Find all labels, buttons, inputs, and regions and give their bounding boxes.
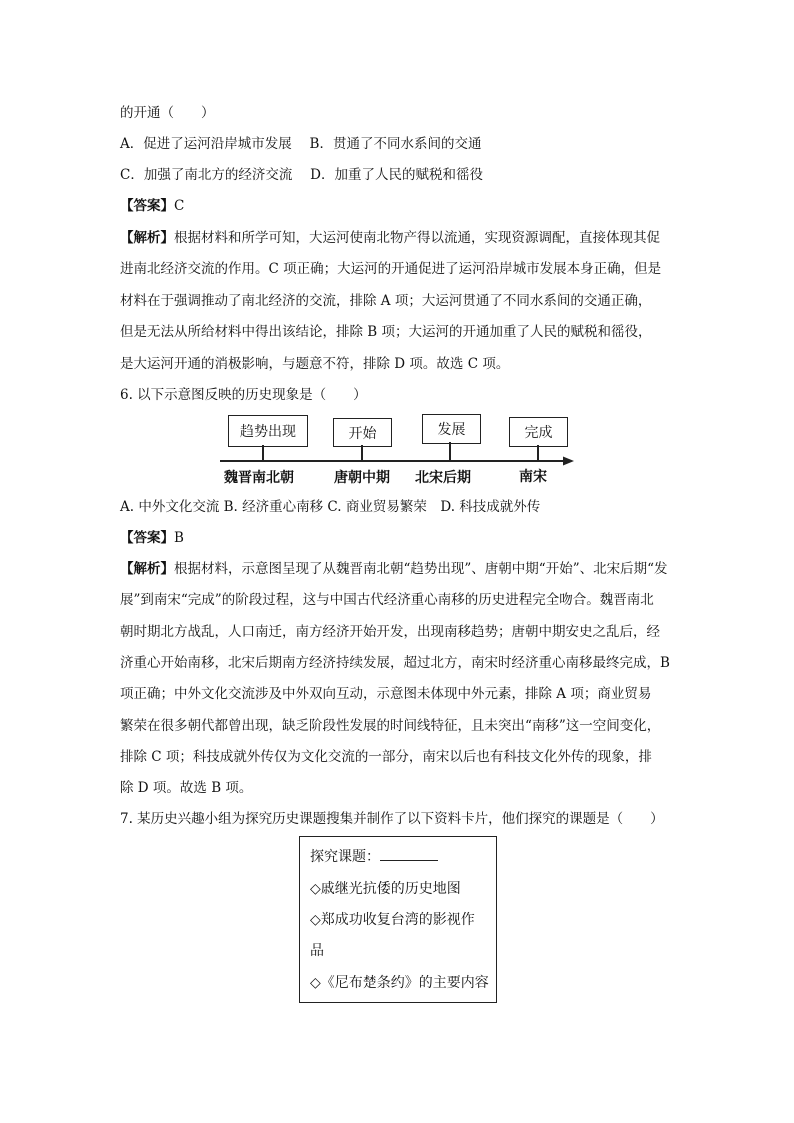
card-item: 品 [310,943,324,959]
topic-blank [380,847,438,861]
q6-options: A. 中外文化交流 B. 经济重心南移 C. 商业贸易繁荣 D. 科技成就外传 [120,499,541,515]
q6-analysis-line-5: 项正确；中外文化交流涉及中外双向互动，示意图未体现中外元素，排除 A 项；商业贸易 [120,686,652,702]
q5-options-cd: C．加强了南北方的经济交流 D．加重了人民的赋税和徭役 [120,167,483,183]
answer-value: B [174,530,184,546]
q5-options-ab: A．促进了运河沿岸城市发展 B．贯通了不同水系间的交通 [120,136,482,152]
q5-analysis-line-3: 材料在于强调推动了南北经济的交流，排除 A 项；大运河贯通了不同水系间的交通正确， [120,293,652,309]
q6-analysis-line-8: 除 D 项。故选 B 项。 [120,780,253,796]
stage-box-develop: 发展 [422,414,481,444]
analysis-tag: 【解析】 [120,561,174,577]
q6-analysis-line-1: 【解析】根据材料，示意图呈现了从魏晋南北朝“趋势出现”、唐朝中期“开始”、北宋后期“发 [120,561,668,577]
card-item: ◇戚继光抗倭的历史地图 [310,881,461,897]
q6-analysis-line-4: 济重心开始南移，北宋后期南方经济持续发展，超过北方，南宋时经济重心南移最终完成，B [120,655,670,671]
q7-stem: 7. 某历史兴趣小组为探究历史课题搜集并制作了以下资料卡片，他们探究的课题是（ ） [120,811,664,827]
stage-box-start: 开始 [333,418,392,447]
q5-analysis-line-5: 是大运河开通的消极影响，与题意不符，排除 D 项。故选 C 项。 [120,356,510,372]
stage-box-trend: 趋势出现 [228,415,308,447]
analysis-tag: 【解析】 [120,230,174,246]
era-label: 南宋 [519,469,547,485]
q6-analysis-line-6: 繁荣在很多朝代都曾出现，缺乏阶段性发展的时间线特征，且未突出“南移”这一空间变化， [120,718,661,734]
answer-tag: 【答案】 [120,198,174,214]
q6-answer [120,528,184,548]
answer-tag: 【答案】 [120,530,174,546]
q5-analysis-line-4: 但是无法从所给材料中得出该结论，排除 B 项；大运河的开通加重了人民的赋税和徭役， [120,324,652,340]
q5-analysis-line-2: 进南北经济交流的作用。C 项正确；大运河的开通促进了运河沿岸城市发展本身正确，但是 [120,261,662,277]
card-title: 探究课题： [310,846,438,866]
card-item: ◇郑成功收复台湾的影视作 [310,912,475,928]
q5-answer [120,196,184,216]
q6-analysis-line-3: 朝时期北方战乱，人口南迁，南方经济开始开发，出现南移趋势；唐朝中期安史之乱后，经 [120,624,660,640]
q6-analysis-line-7: 排除 C 项；科技成就外传仅为文化交流的一部分，南宋以后也有科技文化外传的现象，排 [120,749,652,765]
era-label: 北宋后期 [415,470,471,486]
q5-analysis-line-1: 【解析】根据材料和所学可知，大运河使南北物产得以流通，实现资源调配，直接体现其促 [120,230,660,246]
q6-stem: 6. 以下示意图反映的历史现象是（ ） [120,387,367,403]
q6-analysis-line-2: 展”到南宋“完成”的阶段过程，这与中国古代经济重心南移的历史进程完全吻合。魏晋南北 [120,592,654,608]
card-item: ◇《尼布楚条约》的主要内容 [310,975,489,991]
stage-box-complete: 完成 [509,417,568,447]
q5-stem-tail: 的开通（ ） [120,105,215,121]
era-label: 魏晋南北朝 [224,470,294,486]
answer-value: C [174,198,185,214]
era-label: 唐朝中期 [334,470,390,486]
resource-card [299,836,497,1003]
